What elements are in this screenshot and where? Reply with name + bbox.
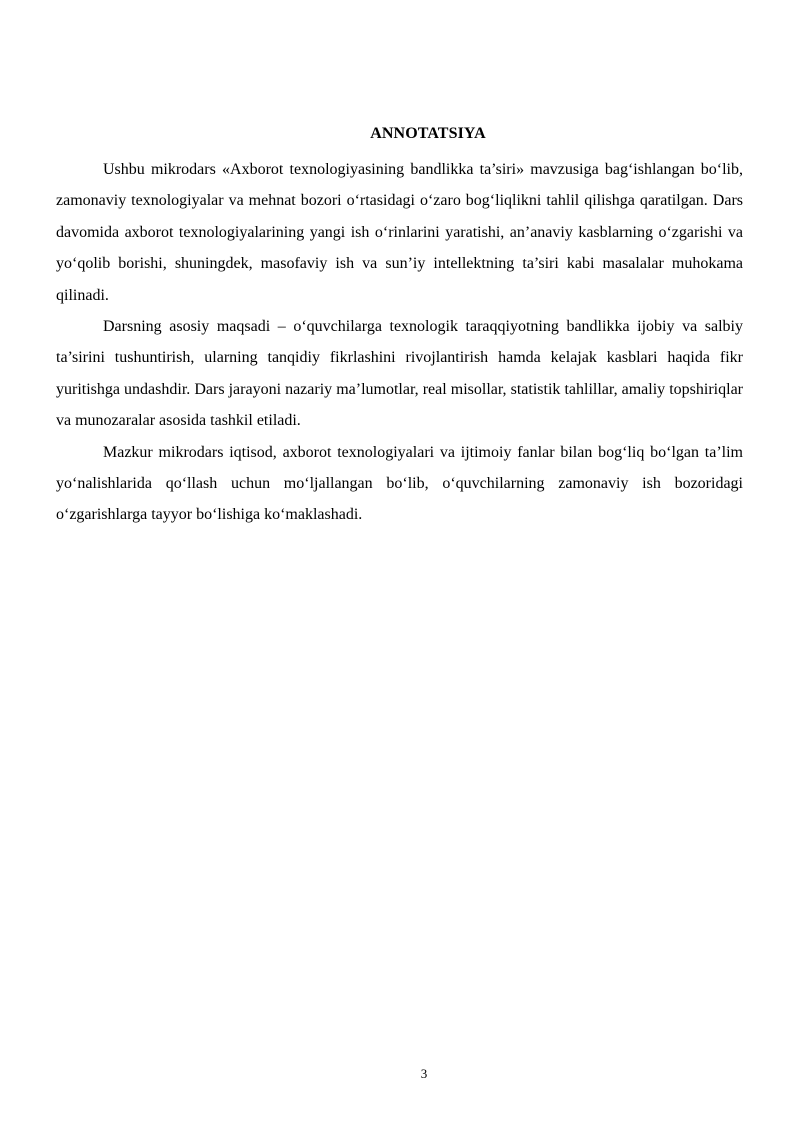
paragraph-1: Ushbu mikrodars «Axborot texnologiyasining bandlikka ta’siri» mavzusiga bag‘ishlangan bo‘lib, zamonaviy texnologiyalar va mehnat bozori o‘rtasidagi o‘zaro bog‘liqlikni tahlil qilishga qaratilgan. Dars davomida axborot texnologiyalarining yangi ish o‘rinlarini yaratishi, an’anaviy kasblarning o‘zgarishi va yo‘qolib borishi, shuningdek, masofaviy ish va sun’iy intellektning ta’siri kabi masalalar muhokama qilinadi.: [56, 161, 743, 304]
paragraph-2: Darsning asosiy maqsadi – o‘quvchilarga texnologik taraqqiyotning bandlikka ijobiy va salbiy ta’sirini tushuntirish, ularning tanqidiy fikrlashini rivojlantirish hamda kelajak kasblari haqida fikr yuritishga undashdir. Dars jarayoni nazariy ma’lumotlar, real misollar, statistik tahlillar, amaliy topshiriqlar va munozaralar asosida tashkil etiladi.: [56, 318, 743, 430]
page-number: 3: [420, 1066, 428, 1081]
page-title: ANNOTATSIYA: [370, 125, 486, 142]
annotation-body: [56, 154, 743, 531]
paragraph-3: Mazkur mikrodars iqtisod, axborot texnologiyalari va ijtimoiy fanlar bilan bog‘liq bo‘lgan ta’lim yo‘nalishlarida qo‘llash uchun mo‘ljallangan bo‘lib, o‘quvchilarning zamonaviy ish bozoridagi o‘zgarishlarga tayyor bo‘lishiga ko‘maklashadi.: [56, 443, 743, 524]
